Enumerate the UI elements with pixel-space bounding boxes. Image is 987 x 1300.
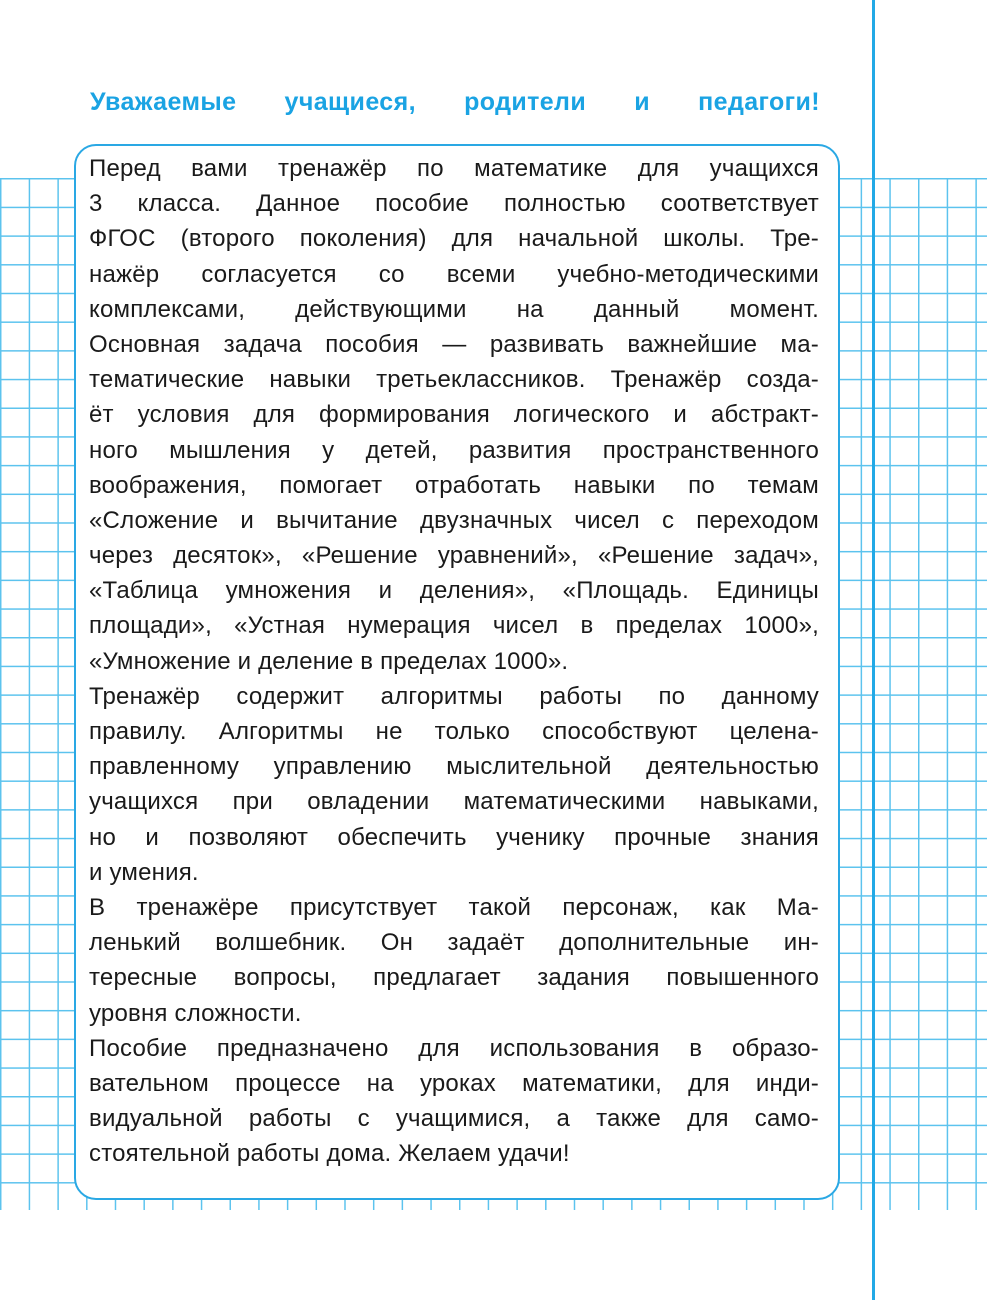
text-line: вательном процессе на уроках математики, для инди- bbox=[89, 1069, 819, 1097]
text-line: 3 класса. Данное пособие полностью соответствует bbox=[89, 190, 819, 218]
text-line: ФГОС (второго поколения) для начальной школы. Тре- bbox=[89, 225, 819, 253]
text-line: Основная задача пособия — развивать важнейшие ма- bbox=[89, 330, 819, 358]
text-line: воображения, помогает отработать навыки по темам bbox=[89, 471, 819, 499]
text-line: уровня сложности. bbox=[89, 999, 302, 1027]
text-line: тересные вопросы, предлагает задания повышенного bbox=[89, 964, 819, 992]
intro-text bbox=[89, 151, 819, 1171]
text-line: комплексами, действующими на данный момент. bbox=[89, 295, 819, 323]
text-line: площади», «Устная нумерация чисел в пределах 1000», bbox=[89, 612, 819, 640]
page-margin-line bbox=[872, 0, 875, 1300]
text-line: видуальной работы с учащимися, а также для само- bbox=[89, 1105, 819, 1133]
text-line: В тренажёре присутствует такой персонаж, как Ма- bbox=[89, 893, 819, 921]
text-line: тематические навыки третьеклассников. Тренажёр созда- bbox=[89, 366, 819, 394]
text-line: правилу. Алгоритмы не только способствуют целена- bbox=[89, 718, 819, 745]
text-line: ленький волшебник. Он задаёт дополнительные ин- bbox=[89, 929, 819, 957]
text-line: Перед вами тренажёр по математике для учащихся bbox=[89, 155, 819, 182]
text-line: Пособие предназначено для использования в образо- bbox=[89, 1034, 819, 1062]
text-line: нажёр согласуется со всеми учебно-методическими bbox=[89, 260, 819, 288]
text-line: через десяток», «Решение уравнений», «Решение задач», bbox=[89, 542, 819, 570]
text-line: и умения. bbox=[89, 858, 199, 886]
text-line: учащихся при овладении математическими навыками, bbox=[89, 788, 819, 816]
text-line: «Сложение и вычитание двузначных чисел с переходом bbox=[89, 506, 819, 534]
text-line: «Таблица умножения и деления», «Площадь. Единицы bbox=[89, 577, 819, 605]
text-line: ного мышления у детей, развития пространственного bbox=[89, 436, 819, 464]
text-line: «Умножение и деление в пределах 1000». bbox=[89, 647, 569, 675]
text-line: но и позволяют обеспечить ученику прочные знания bbox=[89, 823, 819, 851]
text-line: стоятельной работы дома. Желаем удачи! bbox=[89, 1140, 570, 1168]
text-line: правленному управлению мыслительной деятельностью bbox=[89, 753, 819, 781]
text-line: Тренажёр содержит алгоритмы работы по данному bbox=[89, 682, 819, 710]
text-line: ёт условия для формирования логического и абстракт- bbox=[89, 401, 819, 429]
page-title: Уважаемые учащиеся, родители и педагоги! bbox=[90, 88, 820, 116]
